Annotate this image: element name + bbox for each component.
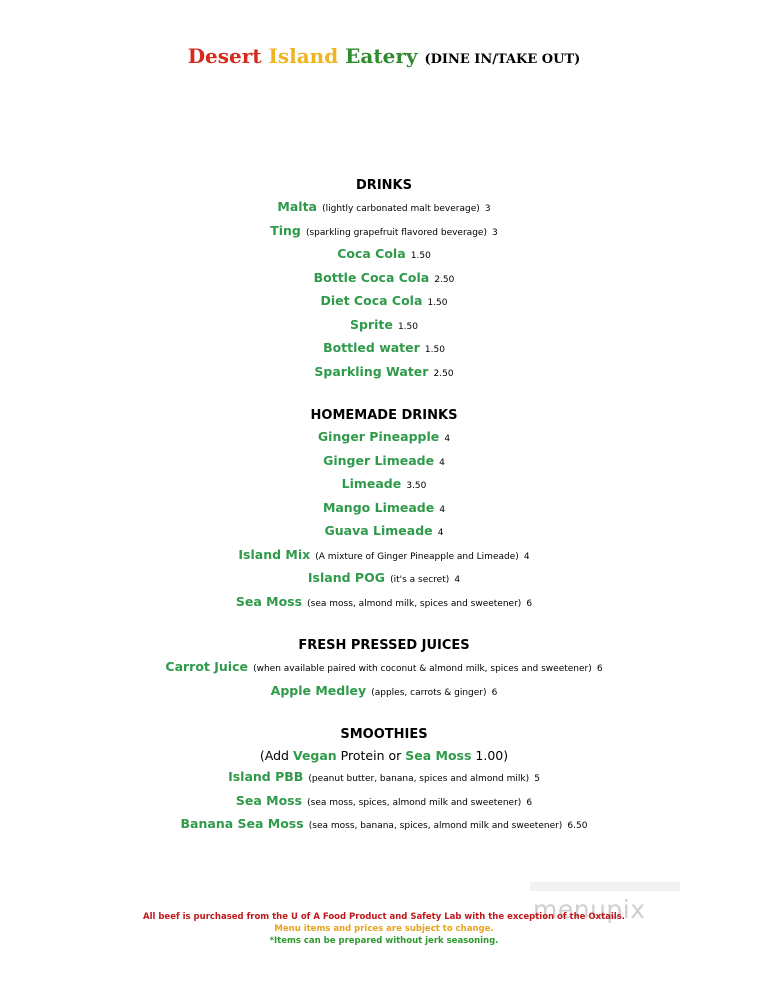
item-price: 1.50 [427, 298, 448, 308]
item-price: 3.50 [406, 481, 427, 491]
menu-item [0, 267, 768, 291]
item-name: Limeade [341, 476, 402, 491]
menu-item [0, 790, 768, 814]
item-price: 1.50 [410, 251, 431, 261]
item-name: Island Mix [238, 546, 311, 562]
title-subtitle: (DINE IN/TAKE OUT) [424, 52, 581, 67]
item-name: Guava Limeade [324, 523, 433, 538]
menu-section [0, 176, 768, 384]
menu-item [0, 567, 768, 591]
menu-item [0, 680, 768, 704]
menu-item [0, 473, 768, 497]
footer-jerk-note: *Items can be prepared without jerk seasoning. [269, 936, 499, 946]
menu-item [0, 520, 768, 544]
menu-item [0, 426, 768, 450]
add-on-note [0, 745, 768, 766]
item-name: Ginger Pineapple [317, 429, 440, 444]
item-name: Banana Sea Moss [180, 816, 304, 831]
item-name: Ting [270, 222, 301, 238]
title-word-eatery: Eatery [345, 44, 418, 68]
menu-item [0, 361, 768, 385]
title-word-desert: Desert [187, 44, 262, 68]
item-price: 4 [439, 457, 445, 468]
item-name: Sparkling Water [314, 363, 429, 379]
item-price: 1.50 [397, 321, 418, 332]
item-price: 3 [484, 204, 491, 214]
menu-item [0, 196, 768, 220]
menu-item [0, 591, 768, 615]
footer-beef-note: All beef is purchased from the U of A Food Product and Safety Lab with the exception of the Oxtails. [142, 912, 626, 922]
item-price: 1.50 [424, 345, 445, 355]
section-title: SMOOTHIES [340, 727, 428, 742]
item-price: 2.50 [434, 274, 455, 285]
section-title: FRESH PRESSED JUICES [298, 638, 470, 653]
item-description: (sea moss, banana, spices, almond milk and sweetener) [308, 821, 563, 831]
item-name: Mango Limeade [322, 499, 435, 515]
item-name: Island PBB [228, 769, 304, 784]
item-description: (apples, carrots & ginger) [371, 687, 487, 698]
item-description: (when available paired with coconut & almond milk, spices and sweetener) [253, 664, 592, 674]
item-description: (sea moss, almond milk, spices and sweetener) [307, 598, 522, 609]
item-price: 4 [444, 434, 451, 444]
item-name: Malta [277, 199, 317, 214]
menu-item [0, 450, 768, 474]
title-word-island: Island [268, 44, 339, 68]
watermark-logo: menupix [533, 895, 646, 924]
section-title: HOMEMADE DRINKS [310, 408, 458, 423]
item-price: 2.50 [433, 368, 454, 379]
item-name: Island POG [307, 570, 385, 585]
item-name: Ginger Limeade [323, 452, 435, 468]
item-description: (it's a secret) [390, 575, 450, 585]
menu-item [0, 656, 768, 680]
add-on-note-part: (Add [259, 748, 293, 763]
item-name: Carrot Juice [165, 659, 248, 674]
item-description: (sea moss, spices, almond milk and sweetener) [307, 797, 522, 808]
item-name: Sprite [350, 316, 393, 332]
item-description: (A mixture of Ginger Pineapple and Limeade) [315, 551, 519, 562]
menu-item [0, 337, 768, 361]
item-name: Diet Coca Cola [320, 293, 423, 308]
menu-body [0, 176, 768, 859]
menu-item [0, 290, 768, 314]
item-name: Apple Medley [270, 682, 367, 698]
add-on-note-part: Protein or [336, 748, 406, 763]
menu-item [0, 813, 768, 837]
section-title: DRINKS [356, 178, 412, 193]
menu-item [0, 497, 768, 521]
item-name: Sea Moss [235, 593, 303, 609]
item-price: 4 [523, 551, 530, 562]
item-name: Bottle Coca Cola [313, 269, 430, 285]
item-name: Sea Moss [235, 792, 303, 808]
add-on-note-part: 1.00) [471, 748, 509, 763]
menu-item [0, 544, 768, 568]
item-name: Coca Cola [337, 246, 406, 261]
item-price: 4 [437, 528, 444, 538]
item-price: 3 [492, 227, 498, 238]
footer [0, 911, 768, 947]
item-price: 4 [439, 504, 446, 515]
item-description: (peanut butter, banana, spices and almond milk) [308, 774, 530, 784]
footer-change-note: Menu items and prices are subject to change. [274, 924, 494, 934]
item-description: (sparkling grapefruit flavored beverage) [305, 227, 487, 238]
restaurant-title [0, 44, 768, 68]
menu-section [0, 725, 768, 837]
menu-item [0, 243, 768, 267]
watermark-bar [530, 882, 680, 891]
item-price: 6 [526, 598, 533, 609]
item-price: 6.50 [567, 821, 588, 831]
menu-item [0, 766, 768, 790]
item-price: 6 [596, 664, 603, 674]
item-name: Bottled water [323, 340, 420, 355]
item-price: 6 [491, 687, 498, 698]
item-price: 4 [454, 575, 461, 585]
item-description: (lightly carbonated malt beverage) [322, 204, 480, 214]
menu-section [0, 406, 768, 614]
menu-item [0, 220, 768, 244]
add-on-note-part: Vegan [292, 748, 337, 763]
item-price: 6 [526, 797, 533, 808]
add-on-note-part: Sea Moss [405, 748, 472, 763]
item-price: 5 [534, 774, 540, 784]
menu-section [0, 636, 768, 703]
menu-item [0, 314, 768, 338]
